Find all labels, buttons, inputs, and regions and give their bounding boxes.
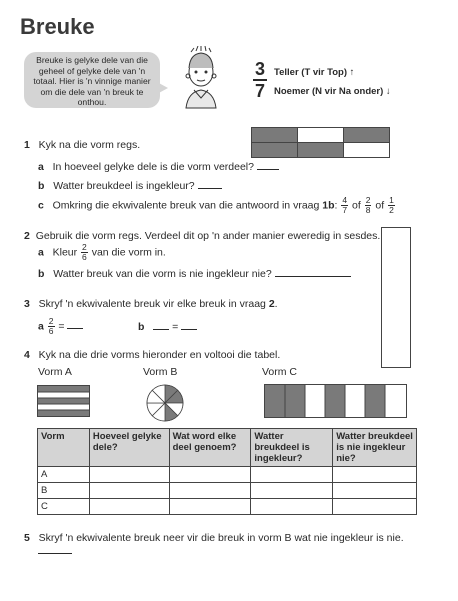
shaded-part: [38, 410, 89, 416]
question-4: [24, 349, 280, 361]
question-number: 5: [24, 532, 30, 544]
column-header: Hoeveel gelyke dele?: [89, 429, 169, 467]
fraction-option[interactable]: $\frac{4}{7}$: [342, 195, 348, 215]
column-header: Watter breukdeel is nie ingekleur nie?: [333, 429, 417, 467]
legend-denominator: 7: [254, 81, 265, 101]
question-text: Skryf 'n ekwivalente breuk vir elke breuk in vraag: [38, 298, 266, 310]
period: .: [274, 298, 278, 310]
sub-label: a: [38, 246, 44, 259]
question-3a: [38, 317, 83, 336]
sub-label: b: [38, 268, 45, 280]
question-text: Kleur: [52, 246, 78, 259]
page-title: Breuke: [20, 14, 95, 39]
answer-cell[interactable]: [169, 467, 251, 483]
girl-illustration: [172, 46, 230, 110]
question-number: 2: [24, 230, 30, 242]
shape-c-label: Vorm C: [262, 366, 298, 378]
table-row: [38, 483, 417, 499]
sub-label: b: [38, 180, 45, 192]
or-text: of: [375, 199, 385, 212]
answer-blank[interactable]: [38, 553, 72, 554]
question-ref: 2: [268, 298, 275, 310]
answer-cell[interactable]: [251, 499, 333, 515]
bubble-tail: [157, 82, 168, 94]
question-text: Kyk na die vorm regs.: [38, 139, 141, 151]
legend-teller: Teller (T vir Top) ↑: [274, 67, 355, 78]
fraction-option[interactable]: $\frac{1}{2}$: [389, 195, 394, 215]
colon: :: [334, 199, 338, 212]
shaded-part: [38, 386, 89, 392]
sub-label: a: [38, 320, 44, 333]
answer-cell[interactable]: [89, 483, 169, 499]
answer-cell[interactable]: [89, 499, 169, 515]
answer-cell[interactable]: [251, 483, 333, 499]
answer-blank[interactable]: [257, 169, 279, 170]
fraction-option[interactable]: $\frac{2}{8}$: [365, 195, 371, 215]
question-text: Watter breukdeel is ingekleur?: [53, 180, 195, 192]
question-5: [24, 532, 404, 544]
question-1: [24, 139, 140, 151]
answer-cell[interactable]: [89, 467, 169, 483]
column-header: Vorm: [38, 429, 90, 467]
answer-cell[interactable]: [333, 467, 417, 483]
question-text: Skryf 'n ekwivalente breuk neer vir die breuk in vorm B wat nie ingekleur is nie.: [38, 532, 404, 544]
answer-cell[interactable]: [169, 483, 251, 499]
shape-a: [37, 385, 90, 417]
fraction: $\frac{2}{6}$: [48, 316, 54, 336]
answer-blank[interactable]: [181, 329, 197, 330]
shaded-part: [38, 398, 89, 404]
column-header: Wat word elke deel genoem?: [169, 429, 251, 467]
shape-b: [145, 383, 185, 423]
question-2: [24, 230, 380, 242]
question-3: [24, 298, 278, 310]
question-text: Watter breuk van die vorm is nie ingekleur nie?: [53, 268, 272, 280]
answer-cell[interactable]: [169, 499, 251, 515]
question-text: Gebruik die vorm regs. Verdeel dit op 'n ander manier eweredig in sesdes.: [35, 230, 381, 242]
q4-table: [37, 428, 417, 515]
answer-cell[interactable]: [333, 499, 417, 515]
question-text: In hoeveel gelyke dele is die vorm verdeel?: [52, 161, 254, 173]
question-text: Omkring die ekwivalente breuk van die antwoord in vraag: [52, 199, 320, 212]
divider: [297, 128, 298, 142]
answer-blank[interactable]: [153, 329, 169, 330]
sub-label: b: [138, 321, 145, 333]
shape-b-label: Vorm B: [143, 366, 178, 378]
row-label: B: [38, 483, 90, 499]
question-number: 3: [24, 298, 30, 310]
shaded-part: [298, 143, 343, 157]
question-2a: [38, 243, 166, 262]
answer-cell[interactable]: [333, 483, 417, 499]
answer-blank[interactable]: [67, 328, 83, 329]
question-number: 4: [24, 349, 30, 361]
legend-numerator: 3: [254, 59, 265, 79]
fraction-legend: [253, 60, 267, 100]
question-number: 1: [24, 139, 30, 151]
q2-shape[interactable]: [381, 227, 411, 368]
question-2b: [38, 268, 351, 280]
question-3b: [138, 321, 197, 333]
row-label: A: [38, 467, 90, 483]
column-header: Watter breukdeel is ingekleur?: [251, 429, 333, 467]
legend-noemer: Noemer (N vir Na onder) ↓: [274, 86, 391, 97]
table-row: [38, 467, 417, 483]
answer-blank[interactable]: [198, 188, 222, 189]
shape-a-label: Vorm A: [38, 366, 72, 378]
or-text: of: [352, 199, 361, 212]
answer-cell[interactable]: [251, 467, 333, 483]
equals-sign: =: [58, 320, 65, 333]
sub-label: a: [38, 161, 44, 173]
fraction: $\frac{2}{6}$: [82, 242, 87, 262]
question-1a: [38, 161, 279, 173]
shaded-part: [252, 143, 297, 157]
question-1b: [38, 180, 222, 192]
equals-sign: =: [172, 321, 179, 333]
sub-label: c: [38, 199, 44, 212]
question-1c: [38, 196, 396, 215]
divider: [343, 143, 344, 157]
question-text: van die vorm in.: [91, 246, 166, 259]
shaded-part: [252, 128, 297, 142]
shaded-part: [344, 128, 389, 142]
answer-blank[interactable]: [275, 276, 351, 277]
question-ref: 1b: [322, 199, 335, 212]
q1-shape: [251, 127, 390, 158]
info-bubble: Breuke is gelyke dele van die geheel of gelyke dele van 'n totaal. Hier is 'n vinnige manier om die dele van 'n breuk te onthou.: [24, 52, 160, 108]
table-row: [38, 499, 417, 515]
question-text: Kyk na die drie vorms hieronder en voltooi die tabel.: [38, 349, 281, 361]
shape-c: [264, 384, 407, 418]
row-label: C: [38, 499, 90, 515]
table-header-row: [38, 429, 417, 467]
